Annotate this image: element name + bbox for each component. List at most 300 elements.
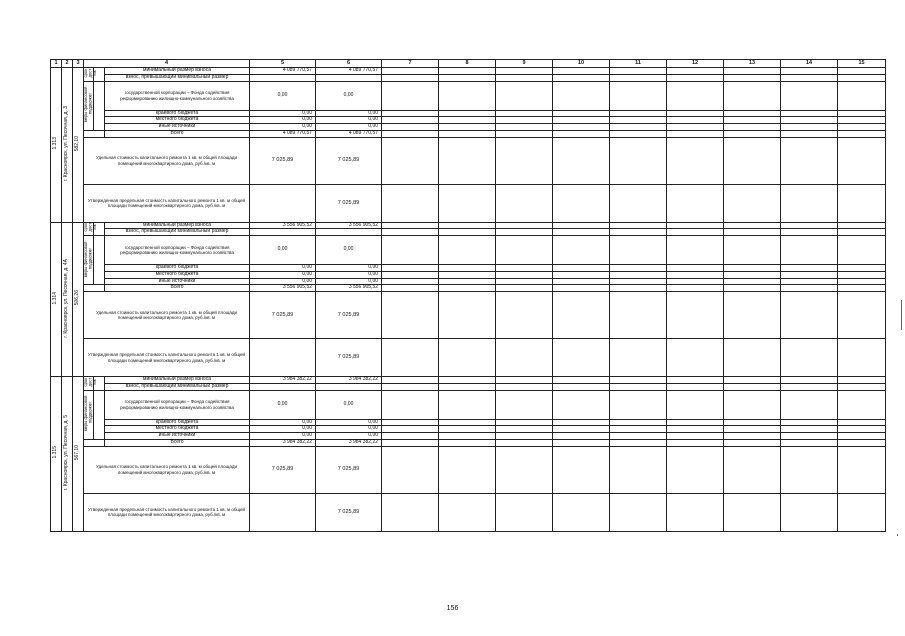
excess-fee-col-14 [781, 229, 838, 236]
excess-fee-col-10 [553, 74, 610, 81]
limit-cost-col-5 [250, 339, 316, 377]
regional-col-10 [553, 265, 610, 272]
excess-fee-col-15 [838, 74, 886, 81]
block-2-row [51, 339, 886, 377]
fund-col-8 [439, 236, 496, 265]
fund-col-8 [439, 81, 496, 110]
regional-col-10 [553, 419, 610, 426]
fund-col-14 [781, 236, 838, 265]
local-col-10 [553, 117, 610, 124]
col-header-3: 3 [73, 60, 84, 68]
unit-cost-col-11 [610, 292, 667, 339]
min-fee-col-9 [496, 377, 553, 384]
min-fee-col-12 [667, 68, 724, 75]
local-col-15 [838, 117, 886, 124]
measures-label-text: меры финансовой поддержки [83, 395, 93, 432]
local-col-14 [781, 271, 838, 278]
excess-fee-col-5 [250, 229, 316, 236]
block-3-row [51, 493, 886, 531]
regional-col-12 [667, 265, 724, 272]
regional-col-8 [439, 265, 496, 272]
regional-col-14 [781, 419, 838, 426]
unit-cost-col-6: 7 025,89 [316, 137, 382, 184]
excess-fee-label: взнос, превышающий минимальный размер [105, 74, 250, 81]
limit-cost-col-13 [724, 493, 781, 531]
fund-col-5: 0,00 [250, 81, 316, 110]
regional-col-8 [439, 110, 496, 117]
fund-col-7 [382, 390, 439, 419]
fund-col-7 [382, 236, 439, 265]
col-header-7: 7 [382, 60, 439, 68]
min-fee-col-12 [667, 377, 724, 384]
total-col-11 [610, 439, 667, 446]
fund-col-9 [496, 236, 553, 265]
other-col-11 [610, 278, 667, 285]
limit-cost-col-8 [439, 493, 496, 531]
min-fee-col-15 [838, 377, 886, 384]
total-spacer [84, 285, 105, 292]
block-2-row [51, 292, 886, 339]
total-label: Всего [105, 130, 250, 137]
unit-cost-col-5: 7 025,89 [250, 137, 316, 184]
unit-cost-col-10 [553, 446, 610, 493]
unit-cost-col-15 [838, 446, 886, 493]
fund-col-6: 0,00 [316, 390, 382, 419]
local-col-12 [667, 117, 724, 124]
unit-cost-label: Удельная стоимость капитального ремонта 1 кв. м общей площади помещений многоквартирного дома, руб./кв. м [84, 446, 250, 493]
regional-col-5: 0,00 [250, 265, 316, 272]
block-3-row [51, 383, 886, 390]
scan-artifact [901, 300, 902, 330]
spacer [94, 236, 105, 285]
min-fee-col-13 [724, 377, 781, 384]
total-col-8 [439, 285, 496, 292]
spacer [94, 81, 105, 130]
unit-cost-col-8 [439, 446, 496, 493]
col-header-14: 14 [781, 60, 838, 68]
col-header-9: 9 [496, 60, 553, 68]
unit-cost-col-7 [382, 446, 439, 493]
unit-cost-col-5: 7 025,89 [250, 446, 316, 493]
regional-label: краевого бюджета [105, 265, 250, 272]
other-col-9 [496, 278, 553, 285]
table-body [51, 60, 886, 532]
other-col-12 [667, 278, 724, 285]
excess-fee-col-7 [382, 383, 439, 390]
fund-col-6: 0,00 [316, 81, 382, 110]
other-label: иные источники [105, 433, 250, 440]
excess-fee-col-11 [610, 383, 667, 390]
limit-cost-col-13 [724, 339, 781, 377]
term-label-text: срок дост иж [83, 377, 98, 387]
limit-cost-col-7 [382, 184, 439, 222]
excess-fee-col-15 [838, 229, 886, 236]
term-label-text: срок дост иж [83, 68, 98, 78]
unit-cost-col-6: 7 025,89 [316, 446, 382, 493]
local-col-12 [667, 271, 724, 278]
term-label [83, 68, 98, 82]
limit-cost-col-7 [382, 339, 439, 377]
address [62, 68, 73, 223]
excess-fee-col-14 [781, 74, 838, 81]
other-col-15 [838, 124, 886, 131]
unit-cost-col-9 [496, 446, 553, 493]
excess-fee-col-13 [724, 74, 781, 81]
total-col-13 [724, 130, 781, 137]
regional-col-15 [838, 419, 886, 426]
limit-cost-col-5 [250, 493, 316, 531]
unit-cost-col-8 [439, 137, 496, 184]
block-3-row [51, 439, 886, 446]
other-col-14 [781, 278, 838, 285]
fund-label: государственной корпорации – Фонда содействия реформированию жилищно-коммунального хозяйства [105, 390, 250, 419]
row-number [51, 68, 62, 223]
row-number [51, 222, 62, 377]
excess-fee-col-13 [724, 229, 781, 236]
regional-col-11 [610, 265, 667, 272]
excess-fee-col-5 [250, 74, 316, 81]
min-fee-col-12 [667, 222, 724, 229]
total-col-12 [667, 285, 724, 292]
excess-fee-col-9 [496, 383, 553, 390]
total-col-7 [382, 130, 439, 137]
regional-col-7 [382, 110, 439, 117]
total-col-13 [724, 439, 781, 446]
regional-col-13 [724, 110, 781, 117]
total-col-14 [781, 285, 838, 292]
other-col-15 [838, 433, 886, 440]
excess-fee-col-13 [724, 383, 781, 390]
regional-col-12 [667, 419, 724, 426]
limit-cost-col-9 [496, 339, 553, 377]
address-text: г. Красноярск, ул. Песочная, д. 5 [63, 414, 70, 490]
total-spacer [84, 130, 105, 137]
fund-col-14 [781, 81, 838, 110]
excess-fee-col-7 [382, 229, 439, 236]
limit-cost-col-5 [250, 184, 316, 222]
unit-cost-col-13 [724, 292, 781, 339]
min-fee-col-14 [781, 377, 838, 384]
unit-cost-col-13 [724, 137, 781, 184]
unit-cost-col-10 [553, 137, 610, 184]
regional-col-6: 0,00 [316, 110, 382, 117]
other-label: иные источники [105, 124, 250, 131]
local-col-15 [838, 271, 886, 278]
col-header-6: 6 [316, 60, 382, 68]
excess-fee-col-5 [250, 383, 316, 390]
total-col-14 [781, 130, 838, 137]
col-header-5: 5 [250, 60, 316, 68]
total-col-6: 3 556 905,52 [316, 285, 382, 292]
fund-col-7 [382, 81, 439, 110]
limit-cost-label: Утвержденная предельная стоимость капитального ремонта 1 кв. м общей площади помещений многоквартирного дома, руб./кв. м [84, 184, 250, 222]
min-fee-col-5: 3 556 905,52 [250, 222, 316, 229]
area [73, 377, 84, 532]
unit-cost-label: Удельная стоимость капитального ремонта 1 кв. м общей площади помещений многоквартирного дома, руб./кв. м [84, 137, 250, 184]
limit-cost-col-8 [439, 339, 496, 377]
unit-cost-col-11 [610, 137, 667, 184]
limit-cost-label: Утвержденная предельная стоимость капитального ремонта 1 кв. м общей площади помещений многоквартирного дома, руб./кв. м [84, 339, 250, 377]
other-col-6: 0,00 [316, 433, 382, 440]
block-2-row [51, 271, 886, 278]
other-col-13 [724, 124, 781, 131]
block-2-row [51, 285, 886, 292]
area-text: 506,26 [74, 290, 81, 306]
local-label: местного бюджета [105, 426, 250, 433]
local-col-13 [724, 117, 781, 124]
other-col-7 [382, 433, 439, 440]
unit-cost-col-12 [667, 137, 724, 184]
total-col-13 [724, 285, 781, 292]
total-col-5: 4 089 770,57 [250, 130, 316, 137]
capital-repair-table [50, 59, 886, 532]
min-fee-col-6: 4 089 770,57 [316, 68, 382, 75]
limit-cost-col-9 [496, 493, 553, 531]
unit-cost-col-7 [382, 292, 439, 339]
limit-cost-col-11 [610, 493, 667, 531]
scan-artifact [897, 534, 898, 536]
local-col-8 [439, 426, 496, 433]
regional-col-14 [781, 265, 838, 272]
fund-col-15 [838, 236, 886, 265]
other-col-12 [667, 124, 724, 131]
block-1-row [51, 81, 886, 110]
unit-cost-col-11 [610, 446, 667, 493]
regional-col-8 [439, 419, 496, 426]
block-2-row [51, 236, 886, 265]
fund-col-10 [553, 236, 610, 265]
fund-col-11 [610, 390, 667, 419]
regional-col-13 [724, 265, 781, 272]
fund-col-6: 0,00 [316, 236, 382, 265]
total-col-11 [610, 285, 667, 292]
limit-cost-col-11 [610, 184, 667, 222]
limit-cost-col-15 [838, 339, 886, 377]
total-col-12 [667, 130, 724, 137]
limit-cost-col-6: 7 025,89 [316, 184, 382, 222]
limit-cost-col-12 [667, 339, 724, 377]
fund-col-9 [496, 390, 553, 419]
fund-col-8 [439, 390, 496, 419]
other-col-10 [553, 124, 610, 131]
limit-cost-col-6: 7 025,89 [316, 493, 382, 531]
total-col-14 [781, 439, 838, 446]
unit-cost-col-9 [496, 292, 553, 339]
other-col-13 [724, 433, 781, 440]
row-number-text: 1.315 [52, 446, 59, 459]
min-fee-col-13 [724, 222, 781, 229]
regional-col-12 [667, 110, 724, 117]
local-col-9 [496, 117, 553, 124]
excess-fee-col-10 [553, 229, 610, 236]
other-col-5: 0,00 [250, 124, 316, 131]
measures-label-text: меры финансовой поддержки [83, 86, 93, 123]
col-header-15: 15 [838, 60, 886, 68]
excess-fee-col-15 [838, 383, 886, 390]
regional-col-15 [838, 110, 886, 117]
total-col-9 [496, 130, 553, 137]
block-1-row [51, 184, 886, 222]
col-header-11: 11 [610, 60, 667, 68]
limit-cost-col-15 [838, 493, 886, 531]
unit-cost-col-8 [439, 292, 496, 339]
regional-col-6: 0,00 [316, 265, 382, 272]
other-col-15 [838, 278, 886, 285]
unit-cost-col-14 [781, 446, 838, 493]
total-col-7 [382, 285, 439, 292]
total-col-6: 4 089 770,57 [316, 130, 382, 137]
excess-fee-col-9 [496, 74, 553, 81]
unit-cost-col-5: 7 025,89 [250, 292, 316, 339]
min-fee-col-10 [553, 377, 610, 384]
unit-cost-col-12 [667, 446, 724, 493]
excess-fee-col-12 [667, 74, 724, 81]
unit-cost-col-13 [724, 446, 781, 493]
excess-fee-label: взнос, превышающий минимальный размер [105, 383, 250, 390]
area [73, 222, 84, 377]
local-label: местного бюджета [105, 271, 250, 278]
unit-cost-col-10 [553, 292, 610, 339]
local-col-5: 0,00 [250, 117, 316, 124]
min-fee-col-11 [610, 377, 667, 384]
term-label-text: срок дост иж [83, 222, 98, 232]
block-1-row [51, 137, 886, 184]
other-col-8 [439, 433, 496, 440]
total-col-6: 3 984 382,22 [316, 439, 382, 446]
other-col-12 [667, 433, 724, 440]
local-col-6: 0,00 [316, 271, 382, 278]
local-col-11 [610, 271, 667, 278]
col-header-13: 13 [724, 60, 781, 68]
limit-cost-col-13 [724, 184, 781, 222]
block-1-row [51, 74, 886, 81]
excess-fee-col-12 [667, 229, 724, 236]
total-col-11 [610, 130, 667, 137]
local-col-14 [781, 117, 838, 124]
unit-cost-col-7 [382, 137, 439, 184]
fund-col-14 [781, 390, 838, 419]
min-fee-col-13 [724, 68, 781, 75]
total-col-10 [553, 439, 610, 446]
min-fee-label: минимальный размер взноса [105, 377, 250, 384]
area-text: 567,10 [74, 444, 81, 461]
area [73, 68, 84, 223]
min-fee-col-7 [382, 68, 439, 75]
regional-col-7 [382, 265, 439, 272]
limit-cost-col-14 [781, 184, 838, 222]
regional-col-7 [382, 419, 439, 426]
min-fee-col-8 [439, 377, 496, 384]
local-col-12 [667, 426, 724, 433]
limit-cost-col-10 [553, 493, 610, 531]
regional-col-5: 0,00 [250, 110, 316, 117]
row-number-text: 1.313 [52, 137, 59, 150]
unit-cost-col-15 [838, 137, 886, 184]
total-col-9 [496, 285, 553, 292]
limit-cost-col-14 [781, 339, 838, 377]
excess-fee-col-7 [382, 74, 439, 81]
regional-col-9 [496, 419, 553, 426]
total-label: Всего [105, 285, 250, 292]
other-col-8 [439, 124, 496, 131]
local-col-13 [724, 271, 781, 278]
other-col-9 [496, 433, 553, 440]
other-col-6: 0,00 [316, 124, 382, 131]
other-col-11 [610, 433, 667, 440]
min-fee-col-7 [382, 377, 439, 384]
limit-cost-col-9 [496, 184, 553, 222]
min-fee-col-11 [610, 68, 667, 75]
other-col-14 [781, 124, 838, 131]
min-fee-col-5: 4 089 770,57 [250, 68, 316, 75]
min-fee-label: минимальный размер взноса [105, 222, 250, 229]
local-col-11 [610, 426, 667, 433]
measures-label [84, 236, 94, 285]
total-col-8 [439, 130, 496, 137]
excess-fee-col-8 [439, 74, 496, 81]
fund-col-5: 0,00 [250, 390, 316, 419]
fund-col-5: 0,00 [250, 236, 316, 265]
total-col-9 [496, 439, 553, 446]
excess-fee-col-14 [781, 383, 838, 390]
total-col-7 [382, 439, 439, 446]
min-fee-col-8 [439, 222, 496, 229]
total-spacer [84, 439, 105, 446]
row-number-text: 1.314 [52, 291, 59, 305]
total-col-8 [439, 439, 496, 446]
unit-cost-col-12 [667, 292, 724, 339]
other-col-13 [724, 278, 781, 285]
other-col-11 [610, 124, 667, 131]
other-col-7 [382, 278, 439, 285]
local-col-11 [610, 117, 667, 124]
other-col-5: 0,00 [250, 433, 316, 440]
regional-col-15 [838, 265, 886, 272]
local-label: местного бюджета [105, 117, 250, 124]
min-fee-col-6: 3 556 905,52 [316, 222, 382, 229]
excess-fee-col-6 [316, 229, 382, 236]
col-header-12: 12 [667, 60, 724, 68]
limit-cost-label: Утвержденная предельная стоимость капитального ремонта 1 кв. м общей площади помещений многоквартирного дома, руб./кв. м [84, 493, 250, 531]
measures-label [84, 390, 94, 439]
min-fee-col-10 [553, 222, 610, 229]
fund-col-15 [838, 81, 886, 110]
fund-col-11 [610, 81, 667, 110]
col-header-10: 10 [553, 60, 610, 68]
excess-fee-col-12 [667, 383, 724, 390]
excess-fee-col-11 [610, 74, 667, 81]
fund-col-15 [838, 390, 886, 419]
total-col-15 [838, 285, 886, 292]
fund-label: государственной корпорации – Фонда содействия реформированию жилищно-коммунального хозяйства [105, 236, 250, 265]
limit-cost-col-14 [781, 493, 838, 531]
min-fee-col-6: 3 984 382,22 [316, 377, 382, 384]
block-1-row [51, 130, 886, 137]
measures-label [84, 81, 94, 130]
regional-col-11 [610, 419, 667, 426]
limit-cost-col-10 [553, 339, 610, 377]
regional-col-9 [496, 265, 553, 272]
unit-cost-col-15 [838, 292, 886, 339]
regional-col-11 [610, 110, 667, 117]
regional-col-9 [496, 110, 553, 117]
block-3-row [51, 446, 886, 493]
term-label [83, 377, 98, 391]
unit-cost-col-14 [781, 137, 838, 184]
excess-fee-label: взнос, превышающий минимальный размер [105, 229, 250, 236]
address [62, 377, 73, 532]
local-col-15 [838, 426, 886, 433]
